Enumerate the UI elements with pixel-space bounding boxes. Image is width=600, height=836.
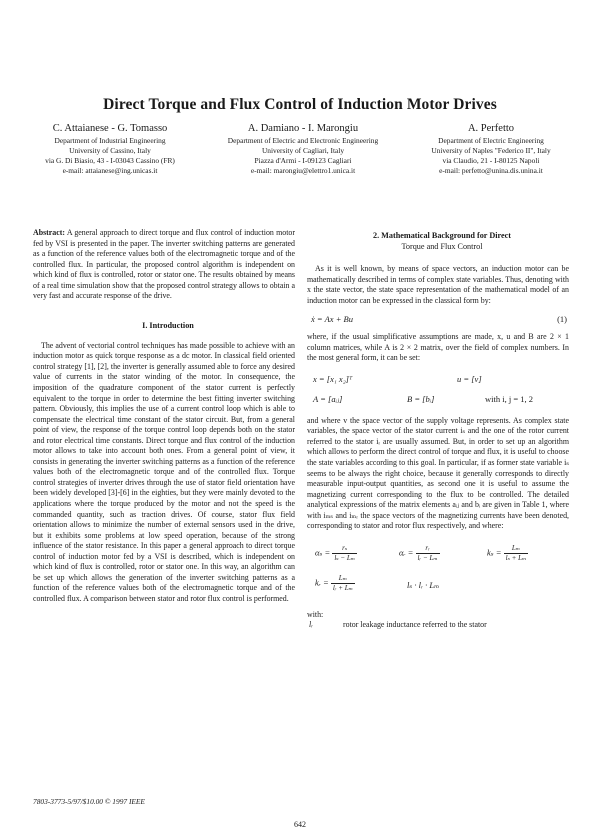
matrix-u: u = [v] (457, 373, 482, 384)
alpha-s-def (315, 544, 357, 563)
author-email: e-mail: marongiu@elettro1.unica.it (250, 166, 356, 175)
alpha-r-def (399, 544, 440, 563)
section2-paragraph-1: As it is well known, by means of space vectors, an induction motor can be mathematically described in terms of complex state variables. Thus, denoting with x the state vector, the state space representation of the mathematical model of an induction motor can be expressed in the classical form by: (307, 264, 569, 305)
equation-1-number: (1) (557, 314, 567, 325)
author-email: e-mail: perfetto@unina.dis.unina.it (439, 166, 543, 175)
intro-paragraph: The advent of vectorial control techniques has made possible to achieve with an induction motor as quick torque response as a dc motor. In classical field oriented control strategy [1], [2], the inverter is generally assumed able to force any desired value of currents in the stator winding of the motor. In consequence, the imposition of the quadrature component of the stator current is perfectly equivalent to the torque in order to determine the best fitting inverter switching pattern. Obviously, this implies the use of a current control loop which is able to compensate the electrical time constant of the stator circuit. But, from a general point of view, the response of the torque control loop depends both on the stator and rotor electrical time constants. Direct torque and flux control of the induction motor allows to take into account both ones. From a general point of view, it consists in generating the inverter switching patterns as a function of the reference values both of the electromagnetic torque and of the controlled flux. Torque control strategies of inverter drives through the use of stator field orientation have been widely developed [3]-[6] in the eighties, but they were mainly devoted to the applications where the torque produced by the motor and not the speed is the commanded quantity, such as traction drives. Of course, stator flux field orientation allows to minimize the number of external sensors used in the drive, but it exhibits some problems at low speed operation, because of the strong influence of the stator resistance. In this paper a general approach to direct torque control of induction motor fed by a VSI is described, which is independent on which kind of flux is controlled, rotor or stator one. In this way, an algorithm can be set up which allows the generation of the inverter switching patterns as a function of the reference values both of the electromagnetic torque and of the controlled flux. A comparison between stator and rotor flux control is performed. (33, 340, 295, 603)
with-label: with: (307, 609, 324, 619)
symbol-row (307, 620, 569, 631)
symbol-description: rotor leakage inductance referred to the stator (343, 620, 487, 630)
abstract-text: A general approach to direct torque and flux control of induction motor fed by VSI is presented in the paper. The inverter switching patterns are generated as a function of the reference values both of the electromagnetic torque and of the controlled flux. In particular, the proposed control algorithm is independent on which kind of flux is controlled, rotor or stator one. The results obtained by means of a real time simulation show that the proposed control strategy allows to obtain a very fast and accurate response of the drive. (33, 228, 295, 301)
alpha-s-numerator: rₛ (342, 543, 348, 552)
alpha-r-fraction (416, 544, 440, 563)
alpha-s-denominator: lₛ − Lₘ (334, 553, 356, 562)
kr-denominator: lᵣ + Lₘ (332, 583, 353, 592)
ks-symbol: kₛ = (487, 547, 502, 558)
section-heading-2-sub: Torque and Flux Control (401, 242, 483, 251)
author-address: via Claudio, 21 - I-80125 Napoli (442, 156, 540, 165)
author-block-3 (412, 122, 570, 176)
section2-paragraph-3: and where v the space vector of the supply voltage represents. As complex state variables, the space vector of the stator current iₛ and the one of the rotor current referred to the stator iᵣ are usually assumed. But, in order to set up an algorithm which allows to perform the direct control of torque and flux, it is useful to choose the state variables according to this goal. In particular, if as former state variable iₛ seems to be always the right choice, because it generally corresponds to directly measurable input-output quantities, as second one it is useful to assume the magnetizing current corresponding to the flux to be controlled. The detailed analytical expressions of the matrix elements aᵢⱼ and bᵢ are given in Table 1, where with iₘₛ and iₘᵣ the space vectors of the magnetizing currents have been denoted, corresponding to stator and rotor flux respectively, and where: (307, 415, 569, 531)
matrix-index-range: with i, j = 1, 2 (485, 393, 534, 404)
author-affiliation: University of Naples "Federico II", Italy (431, 146, 551, 155)
alpha-s-symbol: αₛ = (315, 547, 331, 558)
matrix-x: x = [x₁ x₂]ᵀ (313, 373, 353, 384)
alpha-r-denominator: lᵣ − Lₘ (417, 553, 438, 562)
matrix-b: B = [bᵢ] (407, 393, 435, 404)
alpha-r-numerator: rᵣ (425, 543, 430, 552)
left-column (33, 228, 295, 605)
paper-title: Direct Torque and Flux Control of Induction Motor Drives (103, 96, 497, 113)
equation-1 (307, 314, 569, 328)
author-affiliation: Department of Electric Engineering (438, 136, 544, 145)
section2-paragraph-2: where, if the usual simplificative assumptions are made, x, u and B are 2 × 1 column matrices, while A is 2 × 2 matrix, over the field of complex numbers. In the most general form, it can be set: (307, 332, 569, 363)
alpha-r-symbol: αᵣ = (399, 547, 414, 558)
author-email: e-mail: attaianese@ing.unicas.it (62, 166, 158, 175)
abstract-label: Abstract: (33, 228, 65, 237)
author-address: Piazza d'Armi - I-09123 Cagliari (254, 156, 352, 165)
copyright-footer: 7803-3773-5/97/$10.00 © 1997 IEEE (33, 797, 145, 806)
right-column (307, 230, 569, 631)
author-affiliation: Department of Industrial Engineering (54, 136, 166, 145)
alpha-s-fraction (332, 544, 357, 563)
author-affiliation: Department of Electric and Electronic Engineering (227, 136, 379, 145)
author-block-2 (218, 122, 388, 176)
section-heading-2: 2. Mathematical Background for Direct (372, 231, 512, 240)
coefficient-definitions (307, 540, 569, 610)
section-heading-introduction: I. Introduction (142, 320, 194, 330)
matrix-a: A = [aᵢⱼ] (313, 393, 343, 404)
equation-1-body: ẋ = Ax + Bu (311, 314, 353, 325)
ks-denominator: lₛ + Lₘ (505, 553, 527, 562)
author-block-1 (40, 122, 180, 176)
page-number: 642 (294, 820, 306, 829)
kr-numerator: Lₘ (338, 573, 347, 582)
abstract (33, 228, 295, 302)
author-affiliation: University of Cassino, Italy (69, 146, 151, 155)
kr-symbol: kᵣ = (315, 577, 329, 588)
ks-def (487, 544, 528, 563)
kr-fraction (331, 574, 355, 593)
author-name: A. Perfetto (467, 123, 515, 134)
ks-numerator: Lₘ (511, 543, 521, 552)
author-affiliation: University of Cagliari, Italy (261, 146, 345, 155)
ks-fraction (504, 544, 529, 563)
author-address: via G. Di Biasio, 43 - I-03043 Cassino (FR) (45, 156, 175, 165)
author-name: C. Attaianese - G. Tomasso (52, 123, 168, 134)
inductance-product: lₛ · lᵣ · Lₘ (407, 579, 440, 590)
symbol-list (307, 610, 569, 632)
symbol-name: lᵣ (309, 620, 314, 630)
kr-def (315, 574, 355, 593)
author-name: A. Damiano - I. Marongiu (247, 123, 359, 134)
matrix-definitions (307, 364, 569, 416)
